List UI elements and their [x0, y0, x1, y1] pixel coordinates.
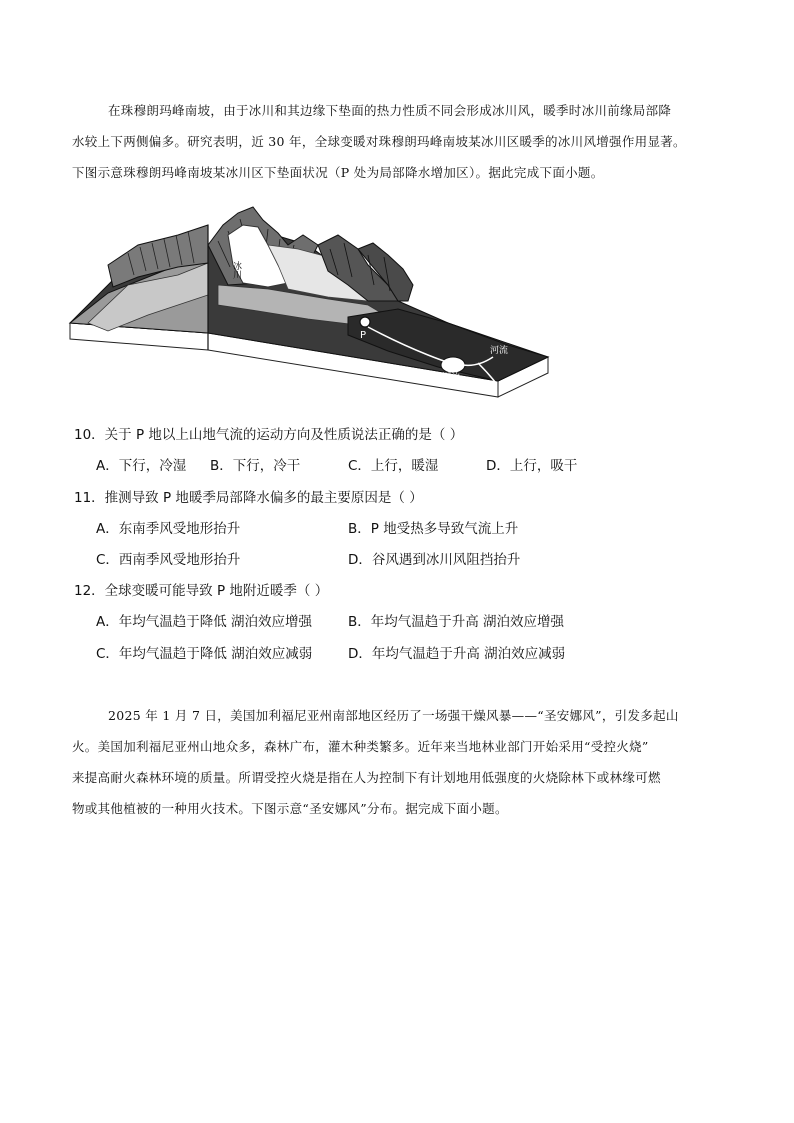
glacier-block-diagram: [68, 205, 560, 417]
question-10-option-a[interactable]: A．下行，冷湿: [96, 458, 187, 474]
passage-2: [72, 700, 724, 824]
label-lake: 湖泊: [442, 373, 461, 383]
passage-2-line: 火。美国加利福尼亚州山地众多，森林广布，灌木种类繁多。近年来当地林业部门开始采用“受控火烧”: [72, 739, 649, 754]
question-12-option-a[interactable]: A．年均气温趋于降低 湖泊效应增强: [96, 614, 313, 630]
passage-1: [72, 95, 724, 188]
passage-2-line: 2025 年 1 月 7 日，美国加利福尼亚州南部地区经历了一场强干燥风暴——“圣安娜风”，引发多起山: [108, 708, 679, 723]
question-10-option-c[interactable]: C．上行，暖湿: [348, 458, 439, 474]
p-point-marker: [360, 317, 370, 327]
question-11-option-a[interactable]: A．东南季风受地形抬升: [96, 521, 241, 537]
question-11-option-d[interactable]: D．谷风遇到冰川风阻挡抬升: [348, 552, 521, 568]
passage-1-line: 在珠穆朗玛峰南坡，由于冰川和其边缘下垫面的热力性质不同会形成冰川风，暖季时冰川前缘局部降: [108, 103, 672, 118]
question-10-stem: 10．关于 P 地以上山地气流的运动方向及性质说法正确的是（ ）: [74, 427, 464, 443]
passage-1-line: 水较上下两侧偏多。研究表明，近 30 年，全球变暖对珠穆朗玛峰南坡某冰川区暖季的冰川风增强作用显著。: [72, 134, 686, 149]
question-12-option-d[interactable]: D．年均气温趋于升高 湖泊效应减弱: [348, 646, 566, 662]
question-12-stem: 12．全球变暖可能导致 P 地附近暖季（ ）: [74, 583, 329, 599]
label-glacier: 冰川: [231, 261, 241, 279]
label-p: P: [360, 330, 367, 341]
question-12-option-c[interactable]: C．年均气温趋于降低 湖泊效应减弱: [96, 646, 313, 662]
question-11-option-c[interactable]: C．西南季风受地形抬升: [96, 552, 241, 568]
passage-2-line: 物或其他植被的一种用火技术。下图示意“圣安娜风”分布。据完成下面小题。: [72, 801, 508, 816]
passage-2-line: 来提高耐火森林环境的质量。所谓受控火烧是指在人为控制下有计划地用低强度的火烧除林下或林缘可燃: [72, 770, 661, 785]
question-10-option-b[interactable]: B．下行，冷干: [210, 458, 301, 474]
label-river: 河流: [490, 346, 509, 356]
question-11-option-b[interactable]: B．P 地受热多导致气流上升: [348, 521, 519, 537]
passage-1-line: 下图示意珠穆朗玛峰南坡某冰川区下垫面状况（P 处为局部降水增加区）。据此完成下面小题。: [72, 165, 604, 180]
question-10-option-d[interactable]: D．上行，吸干: [486, 458, 578, 474]
question-11-stem: 11．推测导致 P 地暖季局部降水偏多的最主要原因是（ ）: [74, 490, 423, 506]
question-12-option-b[interactable]: B．年均气温趋于升高 湖泊效应增强: [348, 614, 565, 630]
